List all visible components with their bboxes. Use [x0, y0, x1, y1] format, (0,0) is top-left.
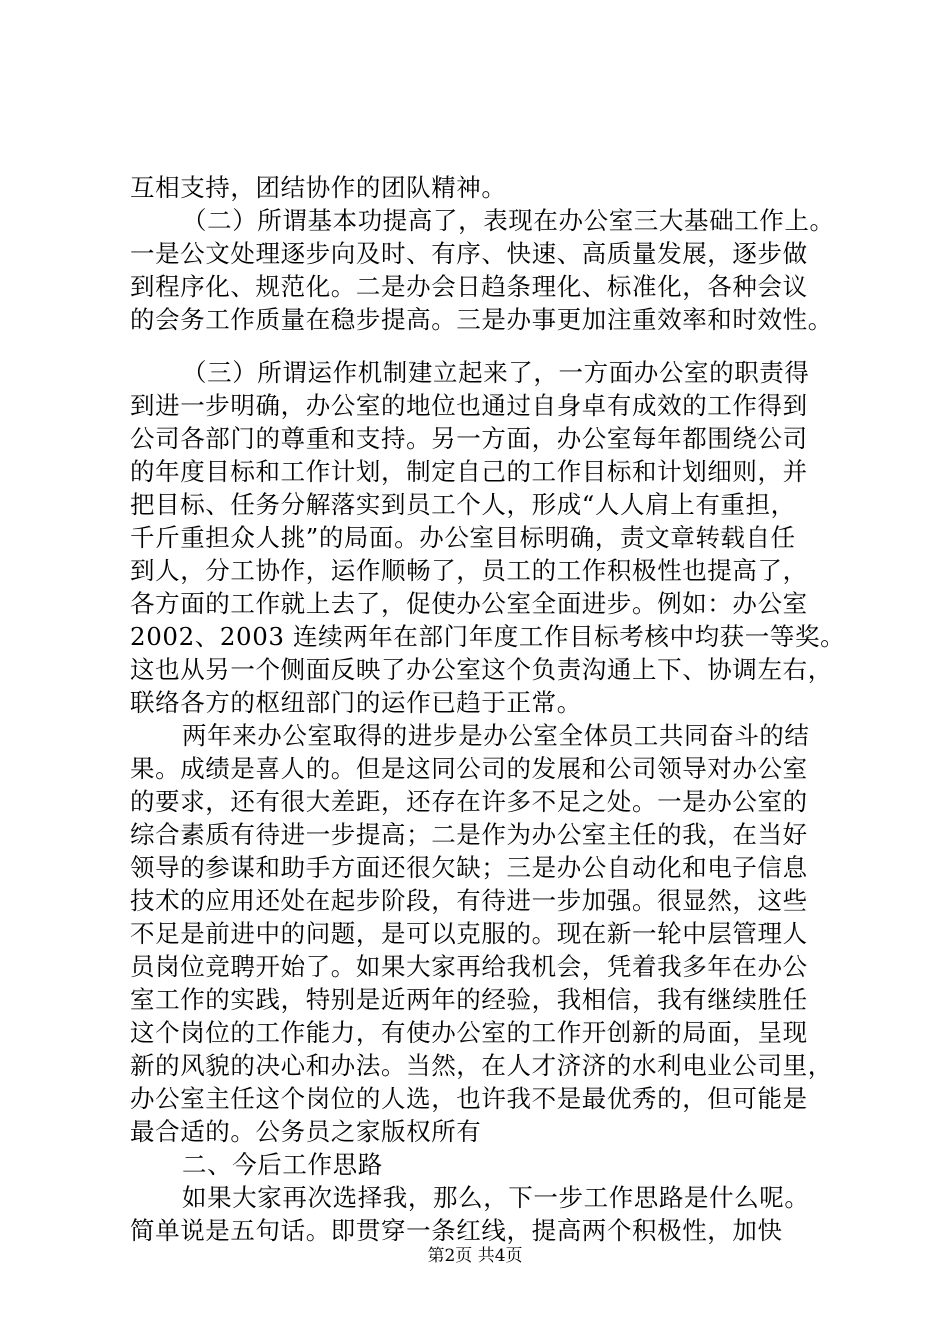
text-line: 两年来办公室取得的进步是办公室全体员工共同奋斗的结: [182, 721, 810, 750]
text-line: 如果大家再次选择我，那么，下一步工作思路是什么呢。: [182, 1183, 810, 1212]
text-line: 果。成绩是喜人的。但是这同公司的发展和公司领导对办公室: [130, 754, 808, 783]
text-line: 2002、2003 连续两年在部门年度工作目标考核中均获一等奖。: [130, 622, 846, 651]
text-line: 到人，分工协作，运作顺畅了，员工的工作积极性也提高了，: [130, 556, 808, 585]
text-line: 领导的参谋和助手方面还很欠缺；三是办公自动化和电子信息: [130, 853, 808, 882]
section-heading: 二、今后工作思路: [182, 1150, 383, 1179]
text-line: 综合素质有待进一步提高；二是作为办公室主任的我，在当好: [130, 820, 808, 849]
text-line: 联络各方的枢纽部门的运作已趋于正常。: [130, 688, 582, 717]
text-line: 的会务工作质量在稳步提高。三是办事更加注重效率和时效性。: [130, 305, 833, 334]
text-line: 到进一步明确，办公室的地位也通过自身卓有成效的工作得到: [130, 391, 808, 420]
text-line: 新的风貌的决心和办法。当然，在人才济济的水利电业公司里，: [130, 1051, 833, 1080]
text-line: 室工作的实践，特别是近两年的经验，我相信，我有继续胜任: [130, 985, 808, 1014]
text-line: 技术的应用还处在起步阶段，有待进一步加强。很显然，这些: [130, 886, 808, 915]
text-line: 一是公文处理逐步向及时、有序、快速、高质量发展，逐步做: [130, 239, 808, 268]
text-line: 员岗位竞聘开始了。如果大家再给我机会，凭着我多年在办公: [130, 952, 808, 981]
text-line: 千斤重担众人挑”的局面。办公室目标明确，责文章转载自任: [130, 523, 796, 552]
text-line: 到程序化、规范化。二是办会日趋条理化、标准化，各种会议: [130, 272, 808, 301]
text-line: 各方面的工作就上去了，促使办公室全面进步。例如：办公室: [130, 589, 808, 618]
text-line: 互相支持，团结协作的团队精神。: [130, 173, 507, 202]
text-line: 不足是前进中的问题，是可以克服的。现在新一轮中层管理人: [130, 919, 808, 948]
text-line: 把目标、任务分解落实到员工个人，形成“人人肩上有重担，: [130, 490, 796, 519]
page-number-footer: 第2页 共4页: [427, 1246, 523, 1266]
text-line: 这也从另一个侧面反映了办公室这个负责沟通上下、协调左右，: [130, 655, 833, 684]
text-line: 的年度目标和工作计划，制定自己的工作目标和计划细则，并: [130, 457, 808, 486]
text-line: 这个岗位的工作能力，有使办公室的工作开创新的局面，呈现: [130, 1018, 808, 1047]
text-line: （二）所谓基本功提高了，表现在办公室三大基础工作上。: [182, 206, 835, 235]
text-line: 的要求，还有很大差距，还存在许多不足之处。一是办公室的: [130, 787, 808, 816]
text-line: 办公室主任这个岗位的人选，也许我不是最优秀的，但可能是: [130, 1084, 808, 1113]
text-line: 公司各部门的尊重和支持。另一方面，办公室每年都围绕公司: [130, 424, 808, 453]
text-line: （三）所谓运作机制建立起来了，一方面办公室的职责得: [182, 358, 810, 387]
text-line: 最合适的。公务员之家版权所有: [130, 1117, 482, 1146]
text-line: 简单说是五句话。即贯穿一条红线，提高两个积极性，加快: [130, 1216, 783, 1245]
